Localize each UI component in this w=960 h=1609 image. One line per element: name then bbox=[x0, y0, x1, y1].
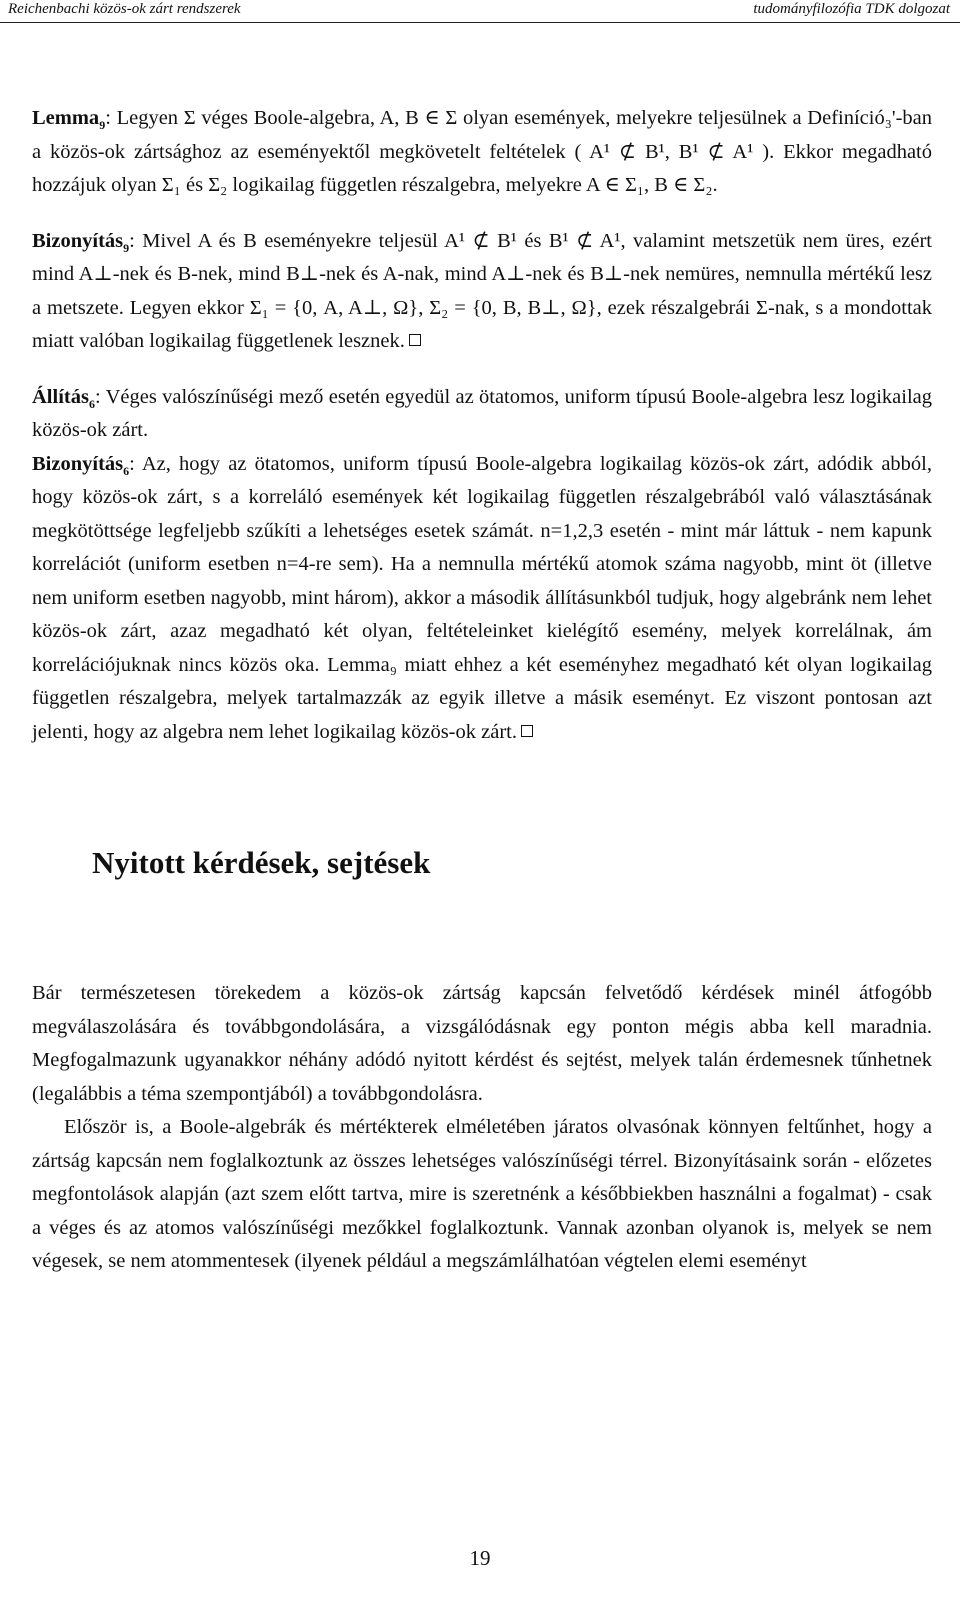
proof-6-text: : Az, hogy az ötatomos, uniform típusú Boole-algebra logikailag közös-ok zárt, adódik abból, hogy közös-ok zárt, s a korreláló események két logikailag független részalgebrából való választásának megkötöttsége legfeljebb szűkíti a lehetséges esetek számát. n=1,2,3 esetén - mint már láttuk - nem kapunk korrelációt (uniform esetben n=4-re sem). Ha a nemnulla mértékű atomok száma nagyobb, mint öt (illetve nem uniform esetben nagyobb, mint három), akkor a második állításunkból tudjuk, hogy algebránk nem lehet közös-ok zárt, azaz megadható két olyan, feltételeinket kielégítő esemény, melyek korrelálnak, ám korrelációjuknak nincs közös oka. Lemma₉ miatt ehhez a két eseményhez megadható két olyan logikailag független részalgebra, melyek tartalmazzák az egyik illetve a másik eseményt. Ez viszont pontosan azt jelenti, hogy az algebra nem lehet logikailag közös-ok zárt. bbox=[32, 452, 932, 743]
proof-6 bbox=[32, 448, 932, 750]
running-header bbox=[0, 0, 960, 23]
header-right: tudományfilozófia TDK dolgozat bbox=[753, 1, 950, 17]
claim-6-text: : Véges valószínűségi mező esetén egyedül az ötatomos, uniform típusú Boole-algebra lesz logikailag közös-ok zárt. bbox=[32, 385, 932, 441]
page-body bbox=[32, 102, 932, 1279]
lemma-9-text: : Legyen Σ véges Boole-algebra, A, B ∈ Σ olyan események, melyekre teljesülnek a Definíció₃'-ban a közös-ok zártsághoz az eseményektől megkövetelt feltételek ( A¹ ⊄ B¹, B¹ ⊄ A¹ ). Ekkor megadható hozzájuk olyan Σ₁ és Σ₂ logikailag független részalgebra, melyekre A ∈ Σ₁, B ∈ Σ₂. bbox=[32, 107, 932, 196]
qed-square bbox=[409, 334, 421, 346]
paragraph: Bár természetesen törekedem a közös-ok zártság kapcsán felvetődő kérdések minél átfogóbb megválaszolására és továbbgondolására, a vizsgálódásnak egy ponton mégis abba kell maradnia. Megfogalmazunk ugyanakkor néhány adódó nyitott kérdést és sejtést, melyek talán érdemesnek tűnhetnek (legalábbis a téma szempontjából) a továbbgondolásra. bbox=[32, 982, 932, 1105]
proof-9 bbox=[32, 225, 932, 359]
claim-6-label: Állítás$_6$ bbox=[32, 385, 95, 411]
proof-9-label: Bizonyítás$_9$ bbox=[32, 229, 130, 255]
claim-6 bbox=[32, 381, 932, 448]
paragraph: Először is, a Boole-algebrák és mértékterek elméletében járatos olvasónak könnyen feltűnhet, hogy a zártság kapcsán nem foglalkoztunk az összes lehetséges valószínűségi térrel. Bizonyításaink során - előzetes megfontolások alapján (azt szem előtt tartva, mire is szeretnénk a későbbiekben használni a fogalmat) - csak a véges és az atomos valószínűségi mezőkkel foglalkoztunk. Vannak azonban olyanok is, melyek se nem végesek, se nem atommentesek (ilyenek például a megszámlálhatóan végtelen elemi eseményt bbox=[32, 1116, 932, 1272]
lemma-9-label: Lemma$_9$ bbox=[32, 107, 106, 133]
page-number: 19 bbox=[469, 1546, 491, 1570]
proof-6-label: Bizonyítás$_6$ bbox=[32, 452, 130, 478]
header-left: Reichenbachi közös-ok zárt rendszerek bbox=[8, 1, 241, 17]
lemma-9 bbox=[32, 102, 932, 203]
section-title: Nyitott kérdések, sejtések bbox=[92, 845, 431, 880]
proof-9-text: : Mivel A és B eseményekre teljesül A¹ ⊄ B¹ és B¹ ⊄ A¹, valamint metszetük nem üres, ezért mind A⊥-nek és B-nek, mind B⊥-nek és A-nak, mind A⊥-nek és B⊥-nek nemüres, nemnulla mértékű lesz a metszete. Legyen ekkor Σ₁ = {0, A, A⊥, Ω}, Σ₂ = {0, B, B⊥, Ω}, ezek részalgebrái Σ-nak, s a mondottak miatt valóban logikailag függetlenek lesznek. bbox=[32, 229, 932, 352]
qed-square bbox=[521, 725, 533, 737]
